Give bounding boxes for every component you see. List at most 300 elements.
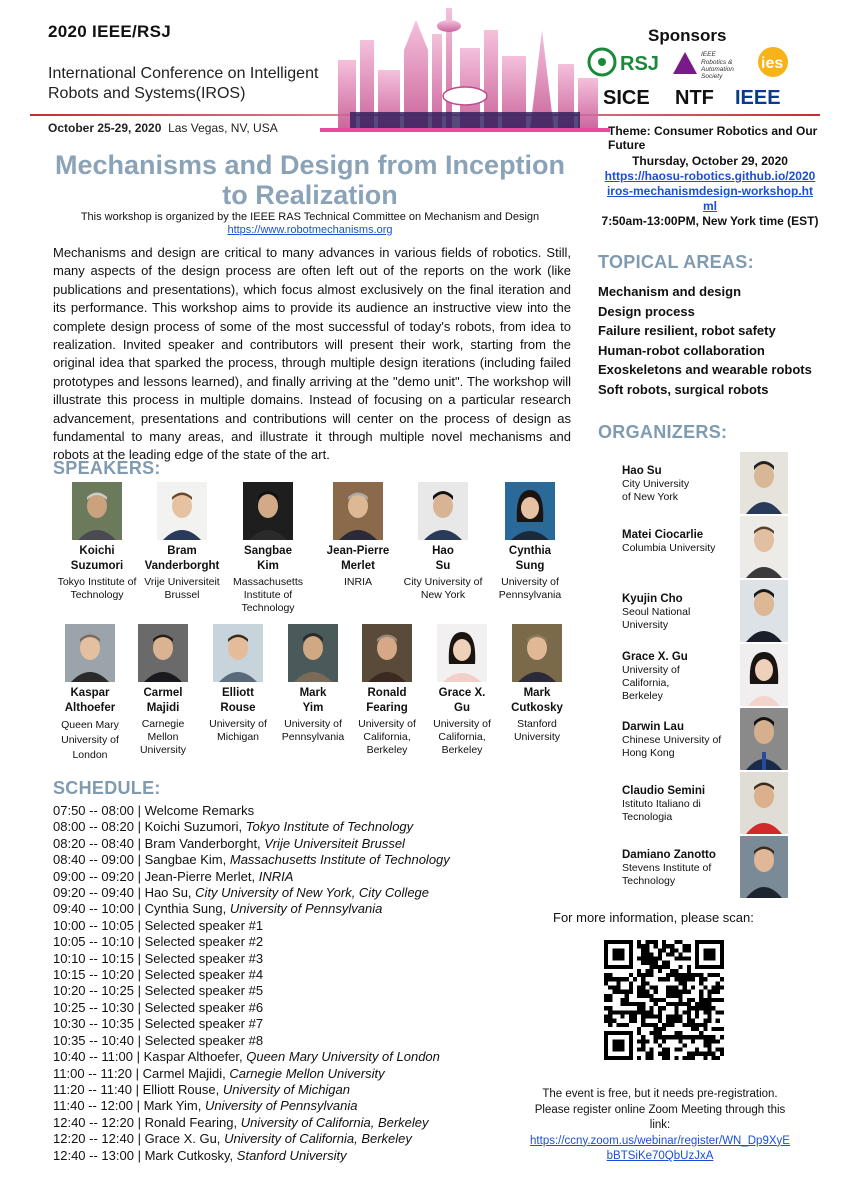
qr-module [641,957,645,961]
svg-text:Automation: Automation [701,66,734,73]
speaker-card [142,482,222,602]
qr-module [674,1048,678,1052]
qr-module [608,986,612,990]
qr-module [707,990,711,994]
schedule-row [53,1000,450,1016]
qr-module [658,1035,662,1039]
qr-module [703,1006,707,1010]
qr-module [641,1048,645,1052]
qr-module [712,1006,716,1010]
qr-module [674,977,678,981]
speaker-photo [213,624,263,682]
qr-module [645,969,649,973]
qr-module [716,1039,720,1043]
schedule-speaker: Hao Su, [144,885,192,901]
qr-module [720,1052,724,1056]
qr-module [629,1002,633,1006]
schedule-separator: | [133,950,145,966]
qr-module [666,1048,670,1052]
qr-module [654,1027,658,1031]
speaker-card [50,624,130,763]
qr-module [633,1019,637,1023]
qr-module [650,1052,654,1056]
organized-by-line: This workshop is organized by the IEEE RAS Technical Committee on Mechanism and Design [80,211,540,223]
qr-module [683,948,687,952]
speaker-affiliation: Tokyo Institute of Technology [57,576,137,601]
speaker-last-name: Yim [302,701,324,714]
qr-module [641,990,645,994]
schedule-separator: | [133,1032,145,1048]
qr-module [691,1052,695,1056]
qr-module [658,1043,662,1047]
speaker-last-name: Majidi [146,701,180,714]
speaker-affiliation: Stanford University [513,718,561,743]
qr-module [641,981,645,985]
qr-module [703,998,707,1002]
qr-module [703,1019,707,1023]
speaker-last-name: Merlet [341,559,375,572]
schedule-time: 10:35 -- 10:40 [53,1032,134,1048]
qr-module [641,1006,645,1010]
qr-module [707,1019,711,1023]
schedule-speaker: Sangbae Kim, [144,852,227,868]
schedule-separator: | [133,999,145,1015]
qr-module [699,973,703,977]
qr-module [645,961,649,965]
qr-module [666,965,670,969]
qr-module [678,998,682,1002]
speaker-first-name: Mark [299,687,327,699]
speaker-photo [65,624,115,682]
qr-module [703,1039,707,1043]
speaker-affiliation: University of California, Berkeley [358,718,416,756]
qr-module [670,990,674,994]
qr-module [654,965,658,969]
qr-module [695,1002,699,1006]
qr-module [716,1019,720,1023]
ieee-ras-logo [673,51,734,80]
qr-module [703,1052,707,1056]
schedule-separator: | [133,1114,145,1130]
organizers-heading: ORGANIZERS: [598,422,728,442]
qr-module [633,1002,637,1006]
qr-module [674,973,678,977]
qr-module [604,981,608,985]
qr-module [625,994,629,998]
speaker-first-name: Jean-Pierre [326,545,390,557]
qr-module [658,1010,662,1014]
schedule-affiliation: University of California, Berkeley [224,1131,412,1147]
qr-module [645,940,649,944]
speaker-name [490,544,570,573]
schedule-speaker: Ronald Fearing, [144,1114,238,1130]
speaker-last-name: Fearing [366,701,408,714]
organizer-name: Damiano Zanotto [622,849,716,861]
qr-module [645,944,649,948]
speaker-affiliation: University of Pennsylvania [498,576,562,601]
qr-module [625,1002,629,1006]
qr-module [683,944,687,948]
speaker-name [273,686,353,715]
conference-name: International Conference on Intelligent Robots and Systems(IROS) [48,65,319,102]
schedule-row [53,1033,450,1049]
speaker-affiliation: University of Michigan [209,718,267,743]
qr-module [695,1052,699,1056]
qr-module [687,965,691,969]
speaker-name [403,544,483,573]
qr-module [683,986,687,990]
speaker-name [50,686,130,715]
qr-module [637,944,641,948]
qr-module [712,1052,716,1056]
schedule-time: 10:25 -- 10:30 [53,999,134,1015]
schedule-affiliation: Tokyo Institute of Technology [245,819,414,835]
qr-module [683,981,687,985]
qr-finder-module [612,1039,624,1051]
qr-module [654,990,658,994]
qr-module [637,1006,641,1010]
qr-module [691,1039,695,1043]
qr-module [650,994,654,998]
qr-module [670,1035,674,1039]
speaker-photo [157,482,207,540]
qr-module [674,1031,678,1035]
schedule-time: 12:40 -- 12:20 [53,1114,134,1130]
qr-module [707,1010,711,1014]
schedule-separator: | [132,1049,144,1065]
qr-module [687,1010,691,1014]
speaker-card [57,482,137,602]
qr-module [612,986,616,990]
speaker-photo [288,624,338,682]
qr-module [612,1010,616,1014]
qr-module [662,1023,666,1027]
qr-module [683,990,687,994]
qr-module [658,1031,662,1035]
qr-module [645,981,649,985]
qr-module [662,965,666,969]
schedule-speaker: Welcome Remarks [144,803,255,818]
qr-module [637,940,641,944]
qr-module [720,1035,724,1039]
qr-module [641,944,645,948]
qr-module [670,1023,674,1027]
speaker-photo [72,482,122,540]
sice-logo: SICE [603,87,650,109]
topical-areas-heading: TOPICAL AREAS: [598,252,754,272]
qr-module [641,1002,645,1006]
qr-module [604,977,608,981]
qr-module [637,1027,641,1031]
qr-module [687,973,691,977]
topic-item: Human-robot collaboration [598,342,765,358]
qr-module [645,1014,649,1018]
schedule-time: 10:05 -- 10:10 [53,934,134,950]
schedule-list [53,803,450,1164]
qr-module [687,1052,691,1056]
qr-module [650,961,654,965]
qr-module [662,948,666,952]
qr-module [670,1019,674,1023]
qr-module [707,1002,711,1006]
qr-module [641,973,645,977]
qr-module [658,1019,662,1023]
qr-module [608,1014,612,1018]
qr-module [712,986,716,990]
qr-module [674,1010,678,1014]
qr-module [666,944,670,948]
qr-code[interactable] [604,938,724,1062]
rsj-logo [589,49,659,75]
schedule-affiliation: Queen Mary University of London [246,1049,440,1065]
speaker-affiliation: Queen Mary University of London [61,719,119,761]
qr-module [678,957,682,961]
schedule-row [53,918,450,934]
qr-module [662,944,666,948]
las-vegas-skyline-illustration [320,0,610,140]
qr-module [695,1014,699,1018]
speaker-card [318,482,398,589]
schedule-separator: | [133,803,145,818]
qr-module [703,1056,707,1060]
qr-module [629,990,633,994]
organizer-affiliation: City University of New York [622,478,690,503]
qr-module [707,973,711,977]
speaker-last-name: Rouse [220,701,256,714]
qr-module [629,1014,633,1018]
speaker-first-name: Grace X. [438,687,486,699]
schedule-time: 11:00 -- 11:20 [53,1065,133,1081]
organizer-photo [740,836,788,898]
qr-module [678,981,682,985]
schedule-row [53,1098,450,1114]
svg-text:Robotics &: Robotics & [701,59,733,66]
qr-module [716,1010,720,1014]
qr-module [712,1056,716,1060]
schedule-affiliation: Carnegie Mellon University [229,1065,385,1081]
registration-link[interactable]: https://ccny.zoom.us/webinar/register/WN_Dp9XyEbBTSiKe70QbUzJxA [530,1134,790,1162]
schedule-speaker: Selected speaker #8 [144,1032,264,1048]
qr-module [703,1002,707,1006]
qr-module [658,969,662,973]
qr-module [670,1014,674,1018]
qr-module [695,1010,699,1014]
workshop-title: Mechanisms and Design from Inception to Realization [54,150,566,210]
qr-module [662,1027,666,1031]
qr-module [658,1027,662,1031]
speaker-photo [138,624,188,682]
organizer-entry [622,849,737,888]
topic-item: Exoskeletons and wearable robots [598,362,812,378]
qr-module [691,973,695,977]
speaker-photo [437,624,487,682]
speaker-first-name: Mark [523,687,551,699]
topic-item: Failure resilient, robot safety [598,323,776,339]
qr-module [650,1056,654,1060]
qr-module [641,948,645,952]
qr-module [687,1006,691,1010]
schedule-row [53,803,450,819]
qr-module [678,1019,682,1023]
qr-module [691,977,695,981]
speaker-card [497,624,577,744]
schedule-time: 11:20 -- 11:40 [53,1081,133,1097]
speaker-card [403,482,483,602]
qr-module [695,1048,699,1052]
schedule-speaker: Elliott Rouse, [142,1081,220,1097]
speaker-name [497,686,577,715]
speaker-card [123,624,203,757]
qr-module [662,1039,666,1043]
organizer-name: Darwin Lau [622,721,684,733]
speaker-photo [243,482,293,540]
qr-module [650,940,654,944]
qr-module [608,977,612,981]
speaker-name [123,686,203,715]
topic-item: Design process [598,303,695,319]
qr-module [608,1019,612,1023]
qr-module [674,1056,678,1060]
qr-module [691,998,695,1002]
schedule-separator: | [133,967,145,983]
committee-website-link[interactable]: https://www.robotmechanisms.org [227,224,393,236]
qr-module [650,969,654,973]
schedule-affiliation: Vrije Universiteit Brussel [264,835,405,851]
qr-module [678,1002,682,1006]
qr-module [637,1031,641,1035]
organizer-affiliation: University of California, Berkeley [622,664,680,702]
qr-module [625,990,629,994]
schedule-row [53,1115,450,1131]
speaker-affiliation: University of California, Berkeley [433,718,491,756]
schedule-speaker: Selected speaker #1 [144,917,264,933]
speaker-affiliation: Massachusetts Institute of Technology [232,576,304,614]
organizer-photo [740,772,788,834]
registration-info [525,1087,795,1165]
schedule-separator: | [133,819,145,835]
qr-module [637,1039,641,1043]
qr-module [608,1006,612,1010]
workshop-website-link[interactable]: https://haosu-robotics.github.io/2020iros-mechanismdesign-workshop.html [604,169,816,213]
schedule-time: 12:20 -- 12:40 [53,1131,134,1147]
qr-module [716,1056,720,1060]
qr-module [720,1048,724,1052]
speaker-name [318,544,398,573]
qr-module [650,1031,654,1035]
qr-module [699,1035,703,1039]
qr-module [641,977,645,981]
qr-module [707,1043,711,1047]
qr-module [670,973,674,977]
qr-module [699,990,703,994]
organizer-entry [622,593,737,632]
qr-module [645,952,649,956]
speaker-affiliation: Vrije Universiteit Brussel [144,576,220,601]
schedule-affiliation: City University of New York, City College [195,885,430,901]
qr-module [674,1002,678,1006]
qr-module [687,990,691,994]
schedule-speaker: Grace X. Gu, [144,1131,221,1147]
qr-module [641,1014,645,1018]
qr-finder-module [703,948,715,960]
qr-module [712,973,716,977]
qr-module [707,994,711,998]
schedule-speaker: Mark Cutkosky, [144,1147,234,1163]
qr-finder-module [612,948,624,960]
schedule-affiliation: University of California, Berkeley [240,1114,429,1130]
qr-module [604,1014,608,1018]
speaker-last-name: Vanderborght [144,559,220,572]
qr-module [604,998,608,1002]
speaker-affiliation: INRIA [343,576,372,588]
qr-module [658,1006,662,1010]
qr-module [691,1027,695,1031]
schedule-separator: | [133,983,145,999]
qr-module [604,973,608,977]
qr-module [662,1035,666,1039]
qr-module [625,977,629,981]
qr-module [703,1010,707,1014]
qr-module [678,990,682,994]
qr-module [654,940,658,944]
event-info [590,154,830,229]
schedule-speaker: Selected speaker #7 [144,1016,264,1032]
schedule-row [53,1066,450,1082]
qr-module [608,998,612,1002]
schedule-separator: | [133,868,145,884]
qr-module [720,1010,724,1014]
schedule-time: 10:40 -- 11:00 [53,1049,133,1065]
qr-module [654,961,658,965]
qr-module [683,1023,687,1027]
qr-module [687,1002,691,1006]
qr-module [641,994,645,998]
qr-module [608,973,612,977]
qr-module [612,1019,616,1023]
organizer-affiliation: Stevens Institute of Technology [622,862,712,887]
qr-module [691,1056,695,1060]
qr-module [695,1027,699,1031]
speaker-first-name: Ronald [367,687,407,699]
qr-module [612,990,616,994]
qr-module [645,957,649,961]
speaker-photo [512,624,562,682]
schedule-heading: SCHEDULE: [53,778,161,798]
qr-module [703,977,707,981]
qr-module [654,1031,658,1035]
qr-module [687,969,691,973]
schedule-affiliation: University of Pennsylvania [205,1098,358,1114]
qr-module [691,1035,695,1039]
qr-module [687,1014,691,1018]
speaker-first-name: Hao [432,545,454,557]
qr-module [712,990,716,994]
organizer-affiliation: Chinese University of Hong Kong [622,734,722,759]
registration-text: The event is free, but it needs pre-registration. Please register online Zoom Meeting through this link: [534,1088,786,1131]
qr-module [658,957,662,961]
qr-module [662,1056,666,1060]
qr-module [658,1052,662,1056]
schedule-row [53,901,450,917]
qr-module [712,1027,716,1031]
qr-module [716,981,720,985]
schedule-time: 09:40 -- 10:00 [53,901,134,917]
qr-module [720,986,724,990]
qr-module [678,1014,682,1018]
organizer-affiliation: Columbia University [622,542,716,554]
qr-module [683,1056,687,1060]
qr-module [650,1006,654,1010]
